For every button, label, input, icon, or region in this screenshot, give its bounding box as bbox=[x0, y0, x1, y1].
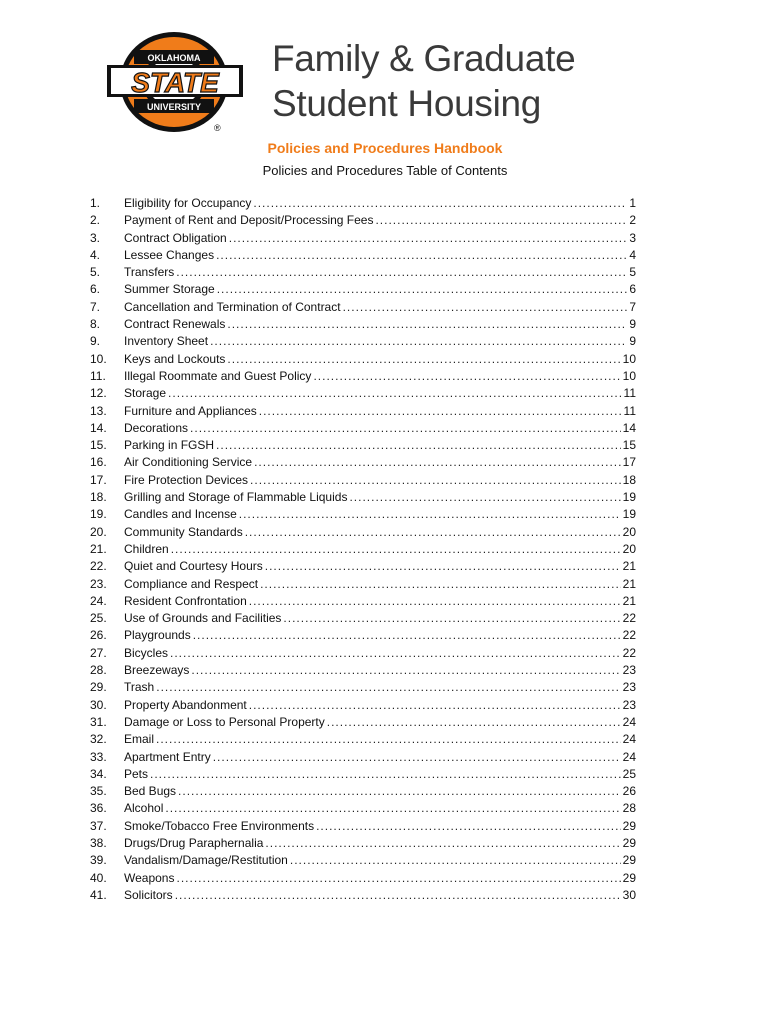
toc-entry-line bbox=[124, 818, 636, 835]
toc-entry bbox=[90, 212, 636, 229]
toc-entry-label: Drugs/Drug Paraphernalia bbox=[124, 835, 264, 850]
toc-dot-leader bbox=[229, 230, 628, 247]
osu-logo bbox=[104, 30, 254, 134]
toc-entry-page: 22 bbox=[622, 645, 636, 660]
toc-heading: Policies and Procedures Table of Contents bbox=[262, 163, 508, 178]
toc-dot-leader bbox=[156, 731, 621, 748]
toc-entry-number: 33. bbox=[90, 749, 107, 764]
toc-entry bbox=[90, 818, 636, 835]
toc-entry-number: 39. bbox=[90, 853, 107, 868]
toc-dot-leader bbox=[250, 472, 621, 489]
toc-entry-label: Illegal Roommate and Guest Policy bbox=[124, 368, 312, 383]
toc-entry-line bbox=[124, 576, 636, 593]
toc-entry-page: 11 bbox=[623, 403, 636, 418]
toc-dot-leader bbox=[191, 662, 620, 679]
toc-entry bbox=[90, 454, 636, 471]
toc-dot-leader bbox=[176, 870, 620, 887]
toc-entry bbox=[90, 593, 636, 610]
toc-entry-number: 14. bbox=[90, 420, 107, 435]
toc-entry-page: 2 bbox=[629, 213, 636, 228]
toc-entry-page: 20 bbox=[622, 524, 636, 539]
toc-entry-label: Eligibility for Occupancy bbox=[124, 196, 252, 210]
toc-entry bbox=[90, 749, 636, 766]
toc-entry-label: Air Conditioning Service bbox=[124, 455, 253, 470]
toc-entry-number: 5. bbox=[90, 265, 101, 280]
toc-entry-line bbox=[124, 385, 636, 402]
toc-entry bbox=[90, 766, 636, 783]
toc-entry-number: 20. bbox=[90, 524, 107, 539]
toc-entry-page: 28 bbox=[622, 801, 636, 816]
toc-entry bbox=[90, 403, 636, 420]
toc-entry bbox=[90, 783, 636, 800]
toc-entry-label: Contract Obligation bbox=[124, 230, 227, 245]
toc-entry-line bbox=[124, 627, 636, 644]
toc-entry-label: Summer Storage bbox=[124, 282, 215, 297]
toc-entry-number: 26. bbox=[90, 628, 107, 643]
toc-entry-line bbox=[124, 593, 636, 610]
toc-entry-page: 29 bbox=[622, 870, 636, 885]
toc-dot-leader bbox=[178, 783, 621, 800]
toc-entry-label: Damage or Loss to Personal Property bbox=[124, 714, 325, 729]
toc-entry-number: 22. bbox=[90, 559, 107, 574]
toc-entry-line bbox=[124, 489, 636, 506]
toc-entry-number: 9. bbox=[90, 334, 101, 349]
toc-entry bbox=[90, 679, 636, 696]
toc-entry-line bbox=[124, 766, 636, 783]
toc-entry-label: Solicitors bbox=[124, 887, 173, 902]
toc-entry-number: 40. bbox=[90, 870, 107, 885]
toc-entry-page: 22 bbox=[622, 611, 636, 626]
toc-dot-leader bbox=[259, 403, 622, 420]
toc-entry bbox=[90, 472, 636, 489]
toc-entry-page: 21 bbox=[622, 576, 636, 591]
toc-entry-label: Resident Confrontation bbox=[124, 593, 247, 608]
toc-entry-line bbox=[124, 662, 636, 679]
toc-entry-line bbox=[124, 351, 636, 368]
toc-entry-label: Bed Bugs bbox=[124, 784, 177, 799]
toc-entry-page: 10 bbox=[622, 351, 636, 366]
document-title: Policies and Procedures Handbook bbox=[267, 140, 503, 156]
toc-entry bbox=[90, 870, 636, 887]
toc-entry-line bbox=[124, 610, 636, 627]
toc-entry-label: Smoke/Tobacco Free Environments bbox=[124, 818, 315, 833]
toc-entry-page: 18 bbox=[622, 472, 636, 487]
toc-entry-number: 21. bbox=[90, 541, 107, 556]
toc-entry-label: Community Standards bbox=[124, 524, 243, 539]
toc-entry bbox=[90, 852, 636, 869]
logo-registered-mark: ® bbox=[214, 123, 221, 133]
toc-entry-page: 29 bbox=[622, 853, 636, 868]
toc-dot-leader bbox=[260, 576, 621, 593]
toc-entry-line bbox=[124, 212, 636, 229]
toc-entry-line bbox=[124, 472, 636, 489]
toc-entry-number: 3. bbox=[90, 230, 101, 245]
toc-dot-leader bbox=[150, 766, 621, 783]
toc-entry-page: 4 bbox=[629, 247, 636, 262]
toc-entry-label: Property Abandonment bbox=[124, 697, 247, 712]
toc-entry bbox=[90, 506, 636, 523]
toc-dot-leader bbox=[265, 835, 620, 852]
toc-entry-number: 34. bbox=[90, 766, 107, 781]
toc-dot-leader bbox=[176, 264, 627, 281]
toc-entry bbox=[90, 558, 636, 575]
toc-entry bbox=[90, 524, 636, 541]
toc-entry-label: Cancellation and Termination of Contract bbox=[124, 299, 341, 314]
toc-entry-page: 20 bbox=[622, 541, 636, 556]
toc-entry bbox=[90, 610, 636, 627]
toc-entry-line bbox=[124, 887, 636, 904]
toc-dot-leader bbox=[290, 852, 621, 869]
toc-entry bbox=[90, 230, 636, 247]
toc-entry-label: Storage bbox=[124, 386, 167, 401]
logo-main-word: STATE bbox=[131, 67, 219, 98]
toc-entry bbox=[90, 385, 636, 402]
toc-dot-leader bbox=[343, 299, 628, 316]
toc-entry-number: 6. bbox=[90, 282, 101, 297]
toc-entry-page: 17 bbox=[622, 455, 636, 470]
toc-entry-line bbox=[124, 403, 636, 420]
toc-entry-page: 19 bbox=[622, 507, 636, 522]
toc-entry bbox=[90, 351, 636, 368]
toc-entry-label: Parking in FGSH bbox=[124, 438, 215, 453]
toc-entry-page: 9 bbox=[629, 317, 636, 332]
toc-entry-label: Grilling and Storage of Flammable Liquids bbox=[124, 490, 348, 505]
toc-entry-number: 25. bbox=[90, 611, 107, 626]
toc-entry-page: 25 bbox=[622, 766, 636, 781]
toc-entry bbox=[90, 541, 636, 558]
toc-entry-page: 3 bbox=[629, 230, 636, 245]
table-of-contents bbox=[90, 195, 636, 904]
toc-dot-leader bbox=[239, 506, 621, 523]
logo-bottom-word: UNIVERSITY bbox=[146, 102, 202, 112]
toc-entry-page: 1 bbox=[629, 196, 636, 210]
toc-entry-line bbox=[124, 541, 636, 558]
toc-entry bbox=[90, 697, 636, 714]
toc-entry-page: 6 bbox=[629, 282, 636, 297]
toc-entry-line bbox=[124, 368, 636, 385]
toc-entry-label: Apartment Entry bbox=[124, 749, 211, 764]
toc-entry-line bbox=[124, 281, 636, 298]
toc-dot-leader bbox=[283, 610, 620, 627]
toc-entry-line bbox=[124, 714, 636, 731]
brand-wordmark bbox=[272, 36, 575, 126]
toc-entry-line bbox=[124, 247, 636, 264]
toc-entry bbox=[90, 645, 636, 662]
page-header bbox=[104, 30, 664, 140]
toc-entry-line bbox=[124, 299, 636, 316]
toc-entry-label: Keys and Lockouts bbox=[124, 351, 226, 366]
toc-entry-line bbox=[124, 454, 636, 471]
toc-entry-label: Use of Grounds and Facilities bbox=[124, 611, 282, 626]
toc-entry-line bbox=[124, 731, 636, 748]
toc-entry bbox=[90, 195, 636, 212]
toc-entry bbox=[90, 887, 636, 904]
toc-dot-leader bbox=[327, 714, 621, 731]
toc-entry-number: 18. bbox=[90, 490, 107, 505]
toc-entry-label: Transfers bbox=[124, 265, 175, 280]
toc-dot-leader bbox=[216, 247, 627, 264]
toc-entry bbox=[90, 281, 636, 298]
brand-line-2: Student Housing bbox=[272, 83, 542, 124]
toc-entry-line bbox=[124, 697, 636, 714]
toc-dot-leader bbox=[254, 454, 621, 471]
toc-entry-page: 9 bbox=[629, 334, 636, 349]
toc-entry-number: 38. bbox=[90, 835, 107, 850]
toc-entry-label: Weapons bbox=[124, 870, 175, 885]
toc-dot-leader bbox=[168, 385, 622, 402]
toc-entry-line bbox=[124, 645, 636, 662]
toc-entry-label: Playgrounds bbox=[124, 628, 191, 643]
toc-dot-leader bbox=[156, 679, 620, 696]
toc-entry-line bbox=[124, 524, 636, 541]
toc-entry bbox=[90, 489, 636, 506]
toc-entry-line bbox=[124, 333, 636, 350]
toc-entry-label: Compliance and Respect bbox=[124, 576, 259, 591]
toc-entry-label: Pets bbox=[124, 766, 149, 781]
toc-dot-leader bbox=[227, 351, 620, 368]
toc-entry-number: 12. bbox=[90, 386, 107, 401]
toc-entry-page: 11 bbox=[623, 386, 636, 401]
toc-entry-label: Payment of Rent and Deposit/Processing Fees bbox=[124, 213, 374, 228]
toc-entry-number: 32. bbox=[90, 732, 107, 747]
toc-entry-page: 14 bbox=[622, 420, 636, 435]
toc-entry-line bbox=[124, 783, 636, 800]
toc-dot-leader bbox=[375, 212, 627, 229]
toc-entry-line bbox=[124, 230, 636, 247]
toc-entry-number: 30. bbox=[90, 697, 107, 712]
toc-dot-leader bbox=[175, 887, 621, 904]
toc-entry-number: 36. bbox=[90, 801, 107, 816]
toc-entry-number: 19. bbox=[90, 507, 107, 522]
toc-dot-leader bbox=[249, 593, 621, 610]
toc-entry bbox=[90, 368, 636, 385]
toc-entry bbox=[90, 835, 636, 852]
toc-entry-page: 30 bbox=[622, 887, 636, 902]
toc-entry-page: 29 bbox=[622, 818, 636, 833]
brand-line-1: Family & Graduate bbox=[272, 38, 576, 79]
toc-dot-leader bbox=[216, 437, 621, 454]
toc-entry-page: 21 bbox=[622, 593, 636, 608]
toc-entry-page: 24 bbox=[622, 749, 636, 764]
toc-entry bbox=[90, 576, 636, 593]
toc-entry-label: Email bbox=[124, 732, 155, 747]
toc-entry-number: 8. bbox=[90, 317, 101, 332]
toc-entry-number: 13. bbox=[90, 403, 107, 418]
toc-dot-leader bbox=[249, 697, 621, 714]
toc-entry-label: Quiet and Courtesy Hours bbox=[124, 559, 263, 574]
toc-entry-number: 2. bbox=[90, 213, 101, 228]
toc-entry-line bbox=[124, 437, 636, 454]
toc-dot-leader bbox=[265, 558, 621, 575]
toc-dot-leader bbox=[171, 541, 621, 558]
toc-entry-label: Inventory Sheet bbox=[124, 334, 209, 349]
toc-entry-label: Bicycles bbox=[124, 645, 169, 660]
toc-entry bbox=[90, 316, 636, 333]
toc-entry-number: 35. bbox=[90, 784, 107, 799]
toc-entry-label: Vandalism/Damage/Restitution bbox=[124, 853, 288, 868]
toc-dot-leader bbox=[349, 489, 620, 506]
toc-dot-leader bbox=[245, 524, 621, 541]
toc-entry-label: Candles and Incense bbox=[124, 507, 237, 522]
toc-entry-page: 5 bbox=[629, 265, 636, 280]
toc-entry-label: Furniture and Appliances bbox=[124, 403, 257, 418]
toc-entry-number: 23. bbox=[90, 576, 107, 591]
toc-entry bbox=[90, 333, 636, 350]
toc-entry-label: Fire Protection Devices bbox=[124, 472, 249, 487]
toc-entry bbox=[90, 800, 636, 817]
toc-entry-page: 19 bbox=[622, 490, 636, 505]
toc-entry-label: Breezeways bbox=[124, 663, 190, 678]
toc-entry-number: 16. bbox=[90, 455, 107, 470]
toc-entry-line bbox=[124, 195, 636, 212]
toc-entry bbox=[90, 437, 636, 454]
toc-dot-leader bbox=[227, 316, 627, 333]
toc-dot-leader bbox=[316, 818, 621, 835]
toc-dot-leader bbox=[313, 368, 620, 385]
toc-entry-line bbox=[124, 852, 636, 869]
toc-entry-line bbox=[124, 749, 636, 766]
toc-entry-number: 37. bbox=[90, 818, 107, 833]
toc-entry-label: Lessee Changes bbox=[124, 247, 215, 262]
toc-entry bbox=[90, 299, 636, 316]
toc-dot-leader bbox=[190, 420, 621, 437]
logo-top-word: OKLAHOMA bbox=[147, 53, 201, 63]
toc-entry-number: 41. bbox=[90, 887, 107, 902]
toc-entry-number: 15. bbox=[90, 438, 107, 453]
toc-dot-leader bbox=[253, 195, 627, 212]
toc-entry bbox=[90, 731, 636, 748]
toc-entry-page: 24 bbox=[622, 732, 636, 747]
toc-dot-leader bbox=[210, 333, 627, 350]
toc-entry-page: 22 bbox=[622, 628, 636, 643]
toc-entry-page: 21 bbox=[622, 559, 636, 574]
toc-entry-line bbox=[124, 506, 636, 523]
toc-entry-number: 7. bbox=[90, 299, 101, 314]
toc-entry-label: Children bbox=[124, 541, 169, 556]
toc-entry-label: Alcohol bbox=[124, 801, 164, 816]
toc-entry-line bbox=[124, 800, 636, 817]
toc-dot-leader bbox=[170, 645, 621, 662]
toc-entry-number: 10. bbox=[90, 351, 107, 366]
toc-dot-leader bbox=[193, 627, 621, 644]
toc-entry-line bbox=[124, 870, 636, 887]
toc-entry-number: 31. bbox=[90, 714, 107, 729]
toc-entry-line bbox=[124, 264, 636, 281]
toc-dot-leader bbox=[165, 800, 620, 817]
toc-entry-page: 24 bbox=[622, 714, 636, 729]
toc-dot-leader bbox=[217, 281, 628, 298]
toc-entry bbox=[90, 264, 636, 281]
toc-entry-number: 28. bbox=[90, 663, 107, 678]
toc-entry bbox=[90, 714, 636, 731]
toc-entry-page: 23 bbox=[622, 663, 636, 678]
toc-entry-number: 29. bbox=[90, 680, 107, 695]
toc-entry-label: Contract Renewals bbox=[124, 317, 226, 332]
toc-entry-line bbox=[124, 558, 636, 575]
toc-entry-page: 23 bbox=[622, 697, 636, 712]
toc-entry-line bbox=[124, 835, 636, 852]
toc-entry-label: Decorations bbox=[124, 420, 189, 435]
toc-dot-leader bbox=[213, 749, 621, 766]
toc-entry-page: 7 bbox=[629, 299, 636, 314]
toc-entry bbox=[90, 420, 636, 437]
toc-entry-number: 11. bbox=[90, 368, 106, 383]
toc-entry-number: 4. bbox=[90, 247, 101, 262]
toc-entry-number: 1. bbox=[90, 196, 101, 210]
toc-entry-page: 29 bbox=[622, 835, 636, 850]
toc-entry-number: 27. bbox=[90, 645, 107, 660]
toc-entry bbox=[90, 247, 636, 264]
toc-entry-page: 23 bbox=[622, 680, 636, 695]
toc-entry-page: 15 bbox=[622, 438, 636, 453]
toc-entry-number: 17. bbox=[90, 472, 107, 487]
toc-entry-number: 24. bbox=[90, 593, 107, 608]
toc-entry-label: Trash bbox=[124, 680, 155, 695]
toc-entry-line bbox=[124, 679, 636, 696]
toc-entry-page: 10 bbox=[622, 368, 636, 383]
toc-entry-page: 26 bbox=[622, 784, 636, 799]
toc-entry bbox=[90, 627, 636, 644]
toc-entry-line bbox=[124, 420, 636, 437]
toc-entry-line bbox=[124, 316, 636, 333]
toc-entry bbox=[90, 662, 636, 679]
